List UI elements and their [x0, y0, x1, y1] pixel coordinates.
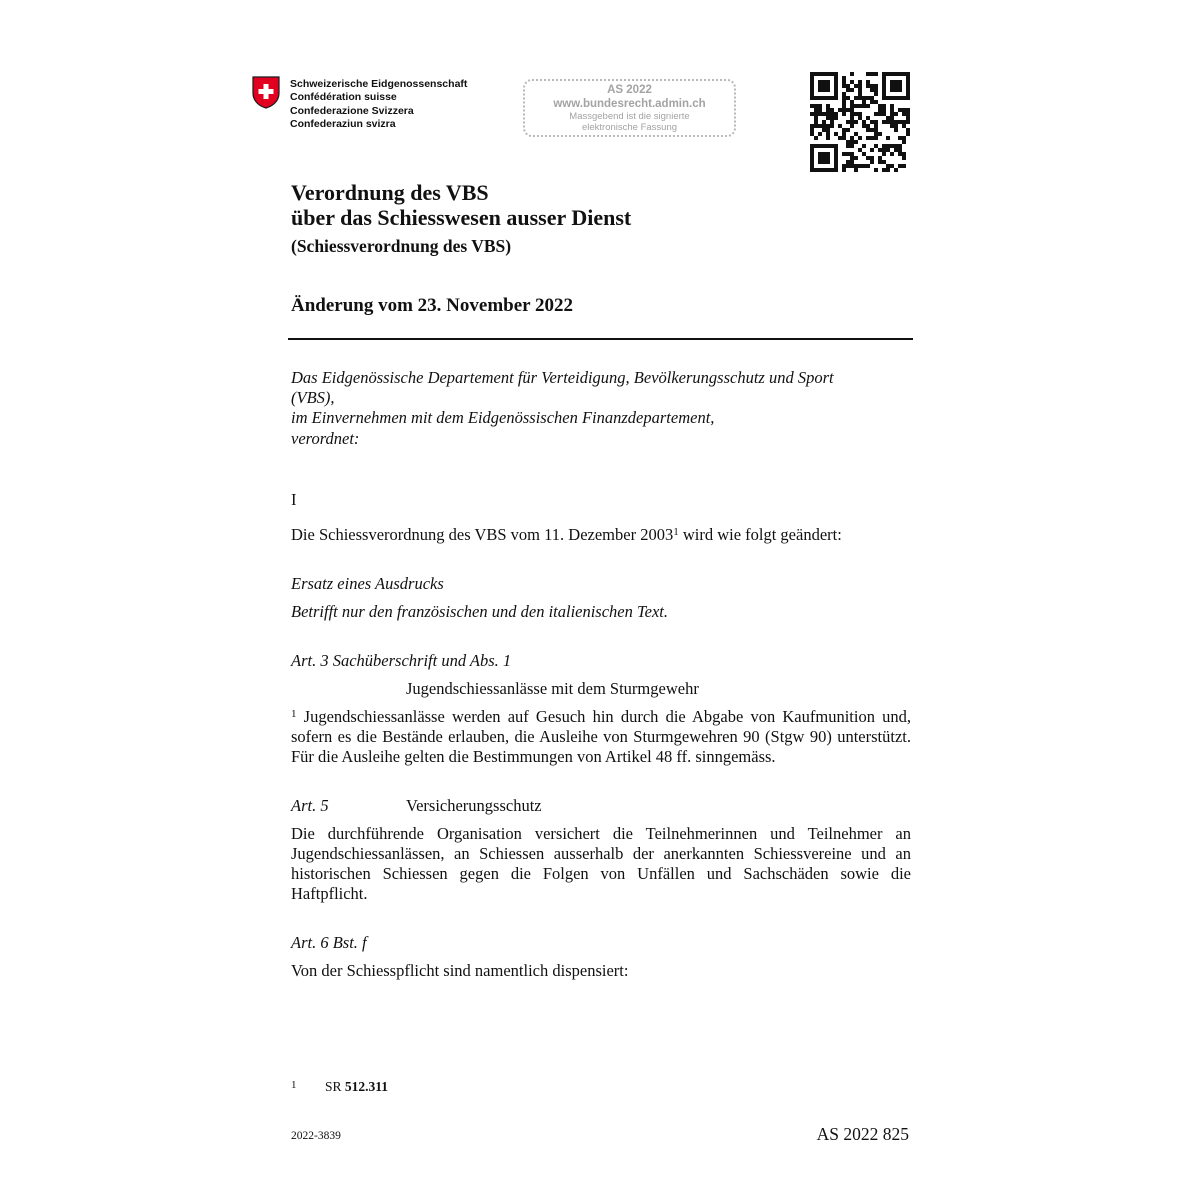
swiss-flag-icon — [252, 76, 280, 109]
decree-title — [291, 180, 631, 230]
footnote-number: 1 — [291, 1079, 297, 1091]
replacement-text: Betrifft nur den französischen und den italienischen Text. — [291, 602, 669, 621]
section-intro-text-end: wird wie folgt geändert: — [678, 525, 842, 544]
art3-heading: Art. 3 Sachüberschrift und Abs. 1 — [291, 651, 512, 670]
footnote-prefix: SR — [325, 1079, 345, 1094]
stamp-note-1: Massgebend ist die signierte — [569, 111, 690, 122]
art5-subject: Versicherungsschutz — [406, 796, 542, 815]
footnote-ref: 1 — [673, 526, 679, 538]
as-number: AS 2022 825 — [816, 1124, 909, 1144]
footnote — [291, 1079, 388, 1095]
preamble-line-3: im Einvernehmen mit dem Eidgenössischen Finanzdepartement, — [291, 408, 715, 427]
art5-paragraph: Die durchführende Organisation versichert die Teilnehmerinnen und Teilnehmer an Jugendschiessanlässen, an Schiessen ausserhalb der anerkannten Schiessvereine und an historischen Schiessen gegen die Folgen von Unfällen und Sachschäden sowie die Haftpflicht. — [291, 824, 911, 903]
confederation-names — [290, 78, 467, 132]
preamble-line-4: verordnet: — [291, 429, 360, 448]
confederation-name-de: Schweizerische Eidgenossenschaft — [290, 78, 468, 90]
short-title: (Schiessverordnung des VBS) — [291, 236, 512, 256]
preamble — [291, 368, 911, 449]
confederation-name-fr: Confédération suisse — [290, 91, 397, 104]
title-divider — [288, 338, 913, 340]
art6-heading: Art. 6 Bst. f — [291, 933, 367, 952]
official-publication-stamp — [523, 79, 736, 137]
section-intro-text: Die Schiessverordnung des VBS vom 11. Dezember 2003 — [291, 525, 674, 544]
art6-paragraph: Von der Schiesspflicht sind namentlich dispensiert: — [291, 961, 629, 980]
section-intro — [291, 525, 911, 545]
confederation-name-rm: Confederaziun svizra — [290, 118, 396, 131]
art5-heading — [291, 796, 911, 816]
qr-code-icon — [810, 72, 910, 172]
preamble-line-2: (VBS), — [291, 388, 335, 407]
art5-number: Art. 5 — [291, 796, 329, 815]
confederation-name-it: Confederazione Svizzera — [290, 104, 414, 117]
stamp-as-year: AS 2022 — [607, 84, 652, 96]
preamble-line-1: Das Eidgenössische Departement für Verteidigung, Bevölkerungsschutz und Sport — [291, 368, 834, 387]
art3-subject: Jugendschiessanlässe mit dem Sturmgewehr — [406, 679, 699, 698]
document-id: 2022-3839 — [291, 1130, 341, 1142]
art3-paragraph — [291, 707, 911, 767]
replacement-heading: Ersatz eines Ausdrucks — [291, 574, 444, 593]
title-line-2: über das Schiesswesen ausser Dienst — [291, 205, 632, 230]
art3-paragraph-text: Jugendschiessanlässe werden auf Gesuch hin durch die Abgabe von Kaufmunition und, sofern es die Bestände erlauben, die Ausleihe von Sturmgewehren 90 (Stgw 90) unterstützt. Für die Ausleihe gelten die Bestimmungen von Artikel 48 ff. sinngemäss. — [291, 707, 911, 766]
section-number: I — [291, 490, 297, 509]
amendment-date: Änderung vom 23. November 2022 — [291, 295, 574, 316]
stamp-url: www.bundesrecht.admin.ch — [553, 98, 706, 110]
paragraph-number: 1 — [291, 708, 297, 720]
stamp-note-2: elektronische Fassung — [581, 122, 678, 133]
footnote-sr-number: 512.311 — [344, 1079, 389, 1094]
title-line-1: Verordnung des VBS — [291, 180, 489, 205]
